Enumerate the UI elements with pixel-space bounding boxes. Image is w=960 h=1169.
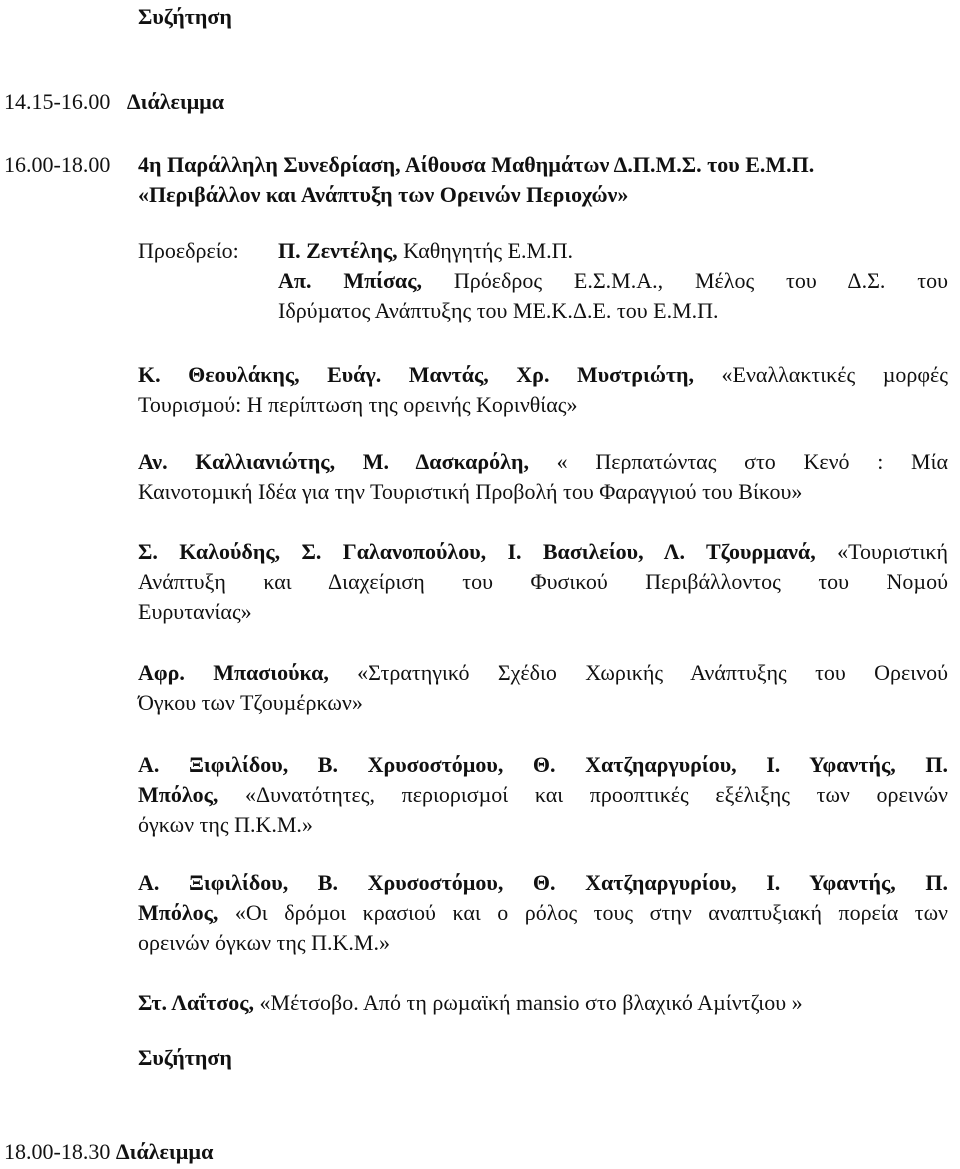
paper-entry-2	[138, 447, 948, 507]
paper-title: « Περπατώντας στο Κενό : Μία	[556, 449, 949, 474]
paper-authors: Αφρ. Μπασιούκα,	[138, 660, 329, 685]
presidium-label: Προεδρείο:	[138, 238, 239, 263]
presidium-member-role: Καθηγητής Ε.Μ.Π.	[403, 238, 573, 263]
break-time: 18.00-18.30	[4, 1139, 111, 1164]
paper-entry-7	[138, 988, 803, 1018]
paper-title-cont: ορεινών όγκων της Π.Κ.Μ.»	[138, 930, 390, 955]
paper-title: «Οι δρόµοι κρασιού και ο ρόλος τους στην αναπτυξιακή πορεία των	[234, 900, 949, 925]
presidium-member-role: Πρόεδρος Ε.Σ.Μ.Α., Μέλος του Δ.Σ. του	[453, 268, 948, 293]
paper-title: «Τουριστική	[837, 539, 948, 564]
paper-title: «Στρατηγικό Σχέδιο Χωρικής Ανάπτυξης του Ορεινού	[357, 660, 948, 685]
presidium-member-2-cont: Ιδρύµατος Ανάπτυξης του ΜΕ.Κ.Δ.Ε. του Ε.Μ.Π.	[278, 298, 719, 323]
paper-title-cont: όγκων της Π.Κ.Μ.»	[138, 812, 313, 837]
paper-title: «Μέτσοβο. Από τη ρωµαϊκή mansio στο βλαχικό Αµίντζιου »	[259, 990, 803, 1015]
paper-title: «Εναλλακτικές µορφές	[721, 362, 948, 387]
break-time: 14.15-16.00	[4, 89, 111, 114]
paper-entry-3	[138, 537, 948, 627]
presidium-member-2	[278, 266, 948, 296]
paper-authors: Κ. Θεουλάκης, Ευάγ. Μαντάς, Χρ. Μυστριώτη,	[138, 362, 695, 387]
session-title: 4η Παράλληλη Συνεδρίαση, Αίθουσα Μαθηµάτων Δ.Π.Μ.Σ. του Ε.Μ.Π.	[138, 152, 815, 177]
break-label: Διάλειμμα	[126, 89, 224, 114]
paper-authors: Στ. Λαΐτσος,	[138, 990, 255, 1015]
presidium-member-name: Π. Ζεντέλης,	[278, 238, 398, 263]
session-time: 16.00-18.00	[4, 152, 111, 177]
paper-title-cont: Τουρισµού: Η περίπτωση της ορεινής Κορινθίας»	[138, 392, 578, 417]
paper-authors: Σ. Καλούδης, Σ. Γαλανοπούλου, Ι. Βασιλείου, Λ. Τζουρµανά,	[138, 539, 816, 564]
paper-authors: Α. Ξιφιλίδου, Β. Χρυσοστόµου, Θ. Χατζηαργυρίου, Ι. Υφαντής, Π.	[138, 752, 948, 777]
discussion-heading-top: Συζήτηση	[138, 4, 232, 29]
paper-title-cont: Ευρυτανίας»	[138, 599, 252, 624]
presidium-member-1	[278, 236, 573, 266]
paper-authors-cont: Μπόλος,	[138, 900, 219, 925]
break-entry-2	[4, 1137, 213, 1167]
paper-title: «Δυνατότητες, περιορισµοί και προοπτικές εξέλιξης των ορεινών	[245, 782, 948, 807]
paper-authors-cont: Μπόλος,	[138, 782, 219, 807]
paper-authors: Α. Ξιφιλίδου, Β. Χρυσοστόµου, Θ. Χατζηαργυρίου, Ι. Υφαντής, Π.	[138, 870, 948, 895]
paper-entry-1	[138, 360, 948, 420]
paper-entry-6	[138, 868, 948, 958]
paper-authors: Αν. Καλλιανιώτης, Μ. Δασκαρόλη,	[138, 449, 529, 474]
paper-entry-4	[138, 658, 948, 718]
paper-title-cont: Καινοτοµική Ιδέα για την Τουριστική Προβολή του Φαραγγιού του Βίκου»	[138, 479, 803, 504]
paper-title-cont: Όγκου των Τζουµέρκων»	[138, 690, 363, 715]
paper-title-cont: Ανάπτυξη και Διαχείριση του Φυσικού Περιβάλλοντος του Νοµού	[138, 569, 948, 594]
paper-entry-5	[138, 750, 948, 840]
break-label: Διάλειµµα	[115, 1139, 214, 1164]
break-entry-1	[4, 87, 224, 117]
discussion-heading-bottom: Συζήτηση	[138, 1045, 232, 1070]
session-subtitle: «Περιβάλλον και Ανάπτυξη των Ορεινών Περιοχών»	[138, 182, 629, 207]
presidium-member-name: Απ. Μπίσας,	[278, 268, 422, 293]
